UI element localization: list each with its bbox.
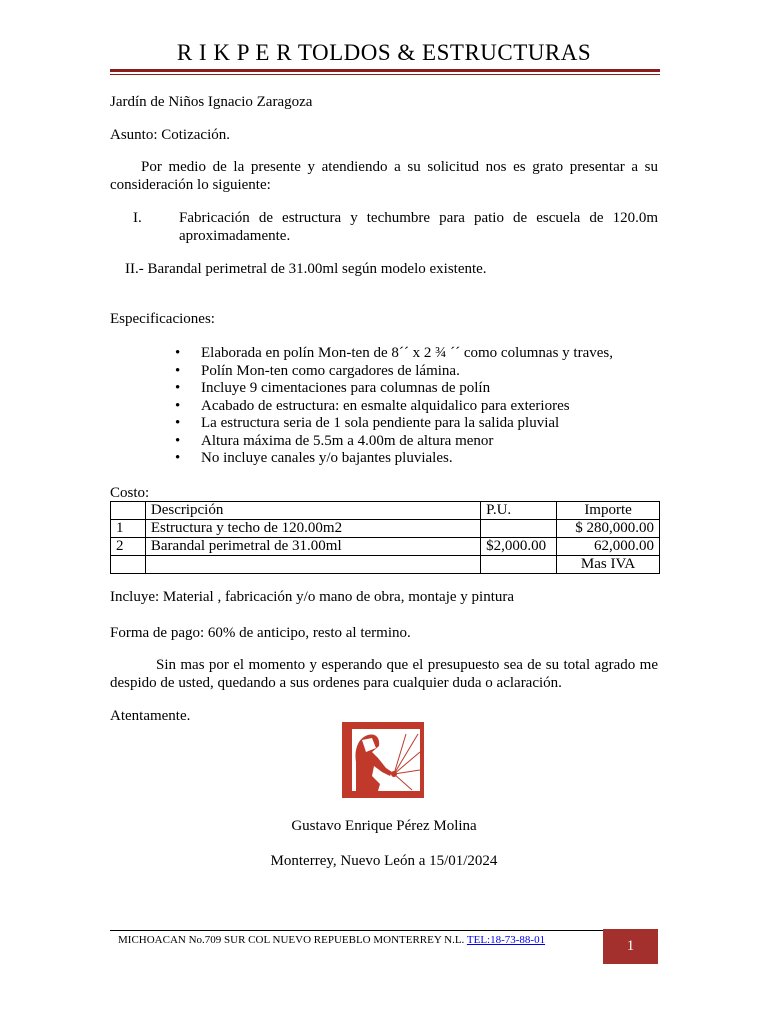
item-text-1: Fabricación de estructura y techumbre para patio de escuela de 120.0m aproximadamente. [179, 210, 658, 244]
table-cell: Estructura y techo de 120.00m2 [145, 520, 480, 538]
letterhead-title: R I K P E R TOLDOS & ESTRUCTURAS [176, 40, 592, 65]
table-cell: Barandal perimetral de 31.00ml [145, 538, 480, 556]
regards: Atentamente. [110, 708, 191, 724]
header-cell-amount: Importe [557, 502, 660, 520]
intro-paragraph: Por medio de la presente y atendiendo a su solicitud nos es grato presentar a su consideración lo siguiente: [110, 159, 658, 193]
footer-phone-link[interactable]: TEL:18-73-88-01 [466, 934, 546, 946]
header-cell [111, 502, 146, 520]
spec-item: • No incluye canales y/o bajantes pluviales. [170, 450, 613, 468]
specs-list [170, 345, 613, 468]
table-cell [111, 556, 146, 574]
table-cell: $ 280,000.00 [557, 520, 660, 538]
welder-logo-icon [342, 722, 424, 798]
closing-paragraph: Sin mas por el momento y esperando que el presupuesto sea de su total agrado me despido de usted, quedando a sus ordenes para cualquier duda o aclaración. [110, 657, 658, 691]
page-number: 1 [603, 929, 658, 964]
payment-line: Forma de pago: 60% de anticipo, resto al termino. [110, 625, 411, 641]
cost-table [110, 501, 660, 574]
table-cell: 62,000.00 [557, 538, 660, 556]
table-cell [145, 556, 480, 574]
spec-item: • La estructura seria de 1 sola pendiente para la salida pluvial [170, 415, 613, 433]
footer-address: MICHOACAN No.709 SUR COL NUEVO REPUEBLO MONTERREY N.L. [118, 934, 465, 946]
table-row [111, 538, 660, 556]
item-number-1: I. [133, 210, 142, 226]
spec-item: • Acabado de estructura: en esmalte alquidalico para exteriores [170, 398, 613, 416]
table-cell [481, 520, 557, 538]
table-row [111, 520, 660, 538]
spec-item: • Incluye 9 cimentaciones para columnas de polín [170, 380, 613, 398]
footer-rule [110, 930, 658, 931]
table-cell: 2 [111, 538, 146, 556]
table-row [111, 556, 660, 574]
specs-title: Especificaciones: [110, 311, 215, 327]
table-header-row [111, 502, 660, 520]
recipient: Jardín de Niños Ignacio Zaragoza [110, 94, 313, 110]
footer-address-line [118, 934, 545, 946]
spec-item: • Altura máxima de 5.5m a 4.00m de altura menor [170, 433, 613, 451]
table-cell-tax-note: Mas IVA [557, 556, 660, 574]
item-text-2: II.- Barandal perimetral de 31.00ml según modelo existente. [125, 261, 487, 277]
spec-item: • Elaborada en polín Mon-ten de 8´´ x 2 ¾ ´´ como columnas y traves, [170, 345, 613, 363]
header-cell-description: Descripción [145, 502, 480, 520]
table-cell: $2,000.00 [481, 538, 557, 556]
place-date: Monterrey, Nuevo León a 15/01/2024 [270, 853, 498, 869]
header-rule-thin [110, 74, 660, 75]
subject: Asunto: Cotización. [110, 127, 230, 143]
includes-line: Incluye: Material , fabricación y/o mano de obra, montaje y pintura [110, 589, 515, 605]
header-rule-thick [110, 69, 660, 72]
signature-name: Gustavo Enrique Pérez Molina [291, 818, 477, 834]
spec-item: • Polín Mon-ten como cargadores de lámina. [170, 363, 613, 381]
table-cell [481, 556, 557, 574]
table-cell: 1 [111, 520, 146, 538]
cost-label: Costo: [110, 485, 150, 501]
header-cell-unit-price: P.U. [481, 502, 557, 520]
